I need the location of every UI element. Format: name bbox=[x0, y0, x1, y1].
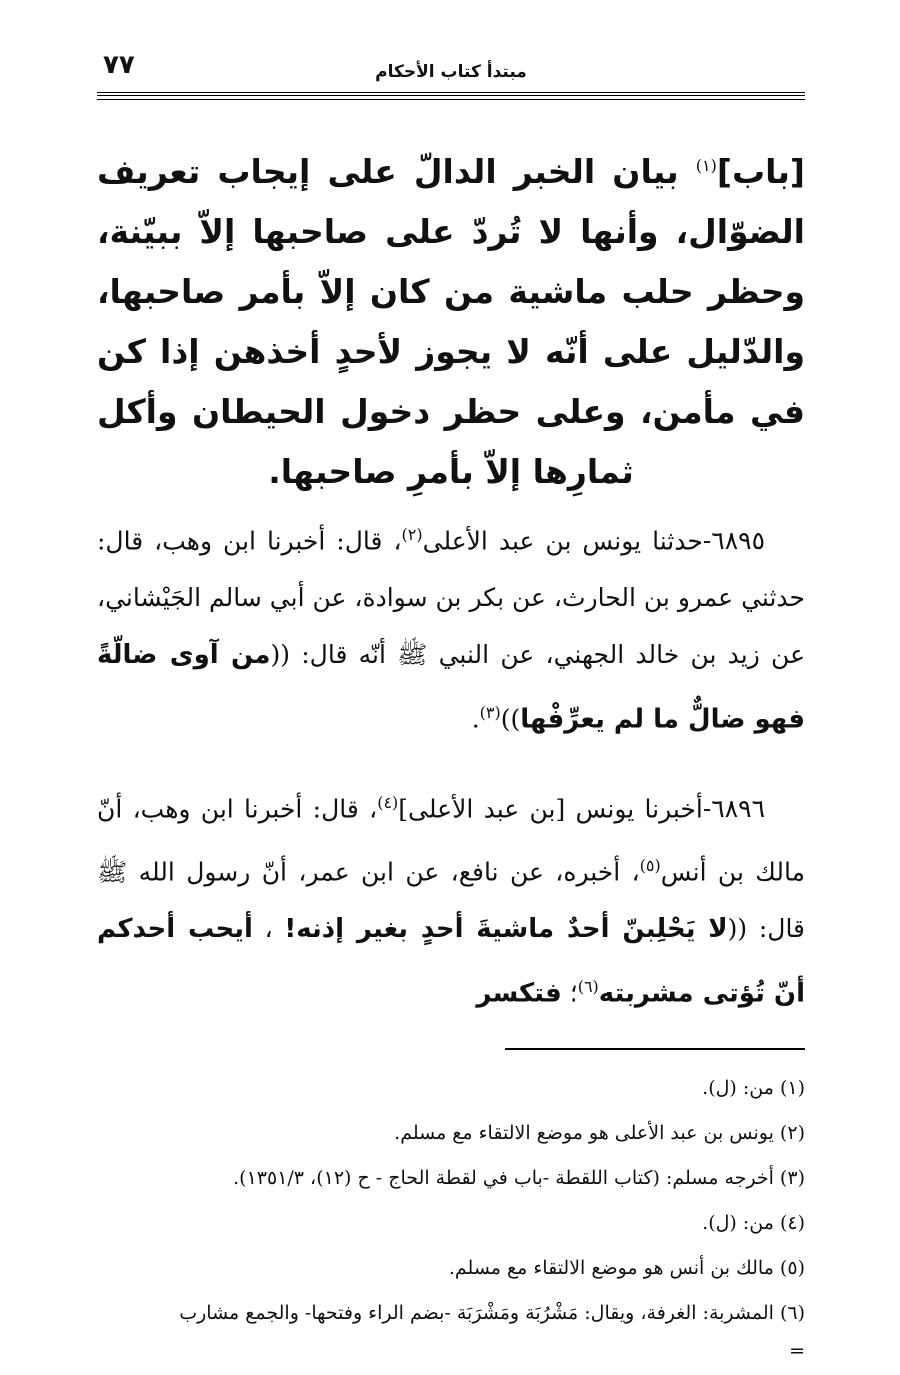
hadith-text: ، أخبره، عن نافع، عن ابن عمر، أنّ رسول الله ﷺ قال: (( bbox=[97, 857, 806, 944]
hadith-text: ، قال: أخبرنا ابن وهب، أنّ مالك بن أنس bbox=[97, 793, 805, 887]
hadith-text: أخبرنا يونس [بن عبد الأعلى] bbox=[398, 793, 703, 823]
hadith-number: ٦٨٩٥- bbox=[702, 526, 765, 556]
hadith-matn: لا يَحْلِبنّ أحدٌ ماشيةَ أحدٍ بغير إذنه! bbox=[284, 914, 728, 945]
hadith-matn: فتكسر bbox=[476, 978, 562, 1009]
chapter-heading bbox=[97, 136, 805, 502]
footnote-rule bbox=[505, 1048, 805, 1050]
footnote-ref-4: (٤) bbox=[377, 792, 399, 812]
footnote-4: (٤) من: (ل). bbox=[702, 1211, 805, 1234]
hadith-matn: من آوى ضالّةً فهو ضالٌّ ما لم يعرِّفْها bbox=[97, 640, 805, 735]
running-title: مبتدأ كتاب الأحكام bbox=[375, 62, 527, 82]
footnote-ref-5: (٥) bbox=[639, 855, 661, 875]
continuation-mark: = bbox=[789, 1339, 805, 1362]
page-content bbox=[97, 40, 805, 1366]
hadith-text: حدثنا يونس بن عبد الأعلى bbox=[422, 526, 703, 556]
chapter-prefix: [باب] bbox=[716, 152, 805, 191]
page-header bbox=[97, 40, 805, 96]
footnote-ref-2: (٢) bbox=[401, 525, 423, 544]
hadith-text: . bbox=[471, 704, 480, 734]
footnote-ref-6: (٦) bbox=[577, 977, 599, 997]
page-number: ٧٧ bbox=[103, 50, 135, 80]
hadith-text: ، bbox=[252, 914, 285, 944]
header-rule bbox=[97, 99, 805, 100]
footnote-5: (٥) مالك بن أنس هو موضع الالتقاء مع مسلم. bbox=[448, 1256, 805, 1279]
footnote-2: (٢) يونس بن عبد الأعلى هو موضع الالتقاء مع مسلم. bbox=[394, 1121, 805, 1144]
footnote-3: (٣) أخرجه مسلم: (كتاب اللقطة -باب في لقطة الحاج - ح (١٢)، ١٣٥١/٣). bbox=[233, 1166, 805, 1189]
footnote-6: (٦) المشربة: الغرفة، ويقال: مَشْرُبَة ومَشْرَبَة -بضم الراء وفتحها- والجمع مشارب bbox=[179, 1301, 805, 1324]
hadith-matn: أيحب أحدكم أنّ تُؤتى مشربته bbox=[97, 914, 805, 1009]
hadith-text: ؛ bbox=[561, 978, 578, 1008]
footnotes bbox=[97, 1066, 805, 1336]
hadith-text: )) bbox=[500, 704, 521, 734]
hadith-6895 bbox=[97, 506, 805, 749]
hadith-6896 bbox=[97, 774, 805, 1023]
footnote-ref-1: (١) bbox=[695, 156, 717, 175]
chapter-title: بيان الخبر الدالّ على إيجاب تعريف الضوّال، وأنها لا تُردّ على صاحبها إلاّ ببيّنة، وحظر حلب ماشية من كان إلاّ بأمر صاحبها، والدّليل على أنّه لا يجوز لأحدٍ أخذهن إذا كن في مأمن، وعلى حظر دخول الحيطان وأكل ثمارِها إلاّ بأمرِ صاحبها. bbox=[97, 152, 805, 491]
footnote-1: (١) من: (ل). bbox=[702, 1076, 805, 1099]
footnote-ref-3: (٣) bbox=[479, 703, 501, 723]
hadith-number: ٦٨٩٦- bbox=[702, 793, 766, 823]
hadith-text: ، قال: أخبرنا ابن وهب، قال: حدثني عمرو بن الحارث، عن بكر بن سوادة، عن أبي سالم الجَيْشاني، عن زيد بن خالد الجهني، عن النبي ﷺ أنّه قال: (( bbox=[97, 526, 805, 670]
